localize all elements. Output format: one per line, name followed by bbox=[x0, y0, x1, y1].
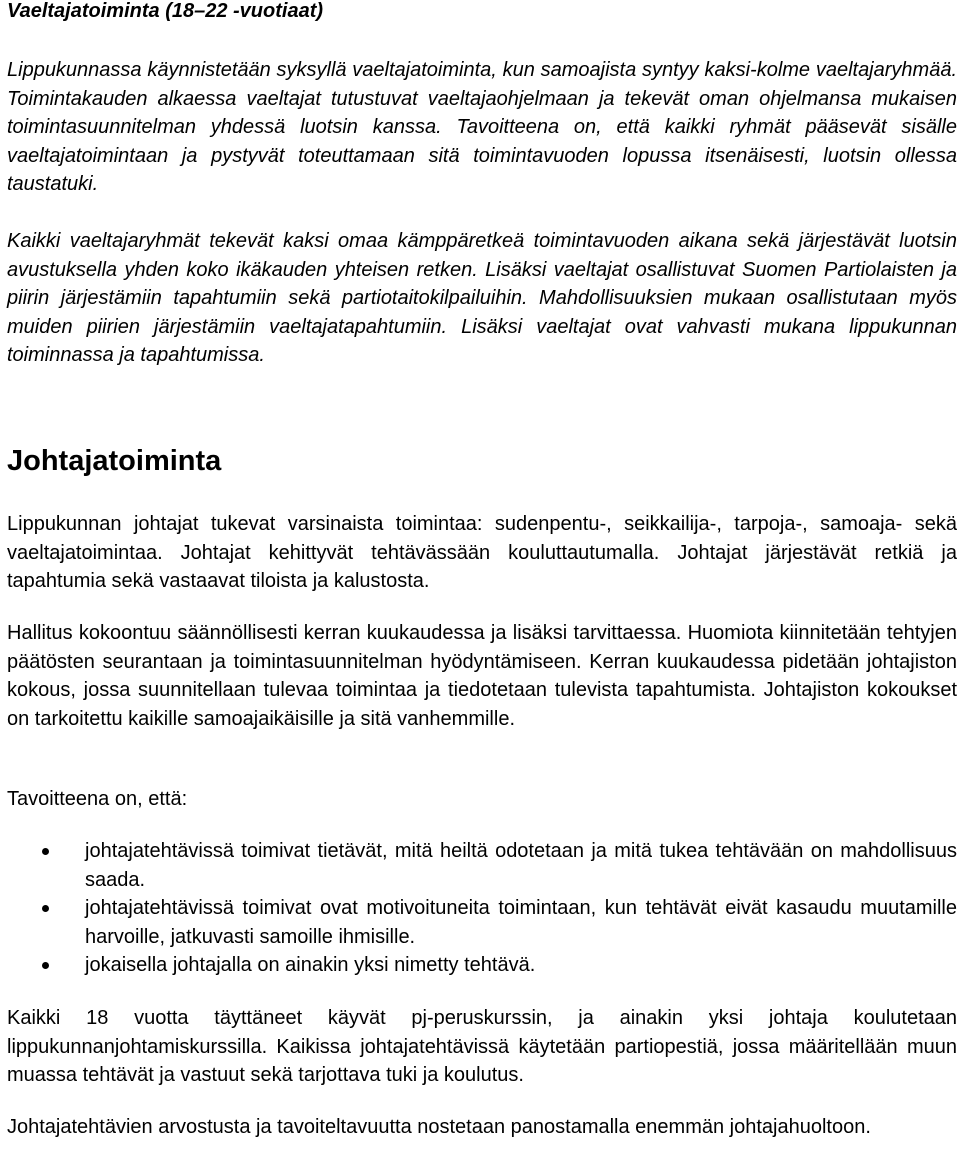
bullet-icon bbox=[42, 905, 49, 912]
paragraph-goals-intro: Tavoitteena on, että: bbox=[7, 788, 188, 810]
paragraph-johtajat-support: Lippukunnan johtajat tukevat varsinaista toimintaa: sudenpentu-, seikkailija-, tarpoja-, samoaja- sekä vaeltajatoimintaa. Johtajat kehittyvät tehtävässään kouluttautumalla. Johtajat järjestävät retkiä ja tapahtumia sekä vastaavat tiloista ja kalustosta. bbox=[7, 513, 957, 592]
bullet-icon bbox=[42, 848, 49, 855]
list-item bbox=[7, 837, 957, 894]
list-item bbox=[7, 951, 957, 980]
paragraph-hallitus: Hallitus kokoontuu säännöllisesti kerran kuukaudessa ja lisäksi tarvittaessa. Huomiota kiinnitetään tehtyjen päätösten seurantaan ja toimintasuunnitelman hyödyntämiseen. Kerran kuukaudessa pidetään johtajiston kokous, jossa suunnitellaan tulevaa toimintaa ja tiedotetaan tulevista tapahtumista. Johtajiston kokoukset on tarkoitettu kaikille samoajaikäisille ja sitä vanhemmille. bbox=[7, 622, 957, 730]
goal-text: johtajatehtävissä toimivat ovat motivoituneita toimintaan, kun tehtävät eivät kasaudu muutamille harvoille, jatkuvasti samoille ihmisille. bbox=[85, 897, 957, 948]
goal-text: johtajatehtävissä toimivat tietävät, mitä heiltä odotetaan ja mitä tukea tehtävään on mahdollisuus saada. bbox=[85, 840, 957, 891]
section-title-vaeltajatoiminta: Vaeltajatoiminta (18–22 -vuotiaat) bbox=[7, 0, 324, 22]
paragraph-johtajahuolto: Johtajatehtävien arvostusta ja tavoiteltavuutta nostetaan panostamalla enemmän johtajahuoltoon. bbox=[7, 1116, 871, 1138]
list-item bbox=[7, 894, 957, 951]
goals-list bbox=[7, 837, 957, 980]
section-heading-johtajatoiminta: Johtajatoiminta bbox=[7, 445, 222, 477]
paragraph-vaeltaja-activities: Kaikki vaeltajaryhmät tekevät kaksi omaa kämppäretkeä toimintavuoden aikana sekä järjestävät luotsin avustuksella yhden koko ikäkauden yhteisen retken. Lisäksi vaeltajat osallistuvat Suomen Partiolaisten ja piirin järjestämiin tapahtumiin sekä partiotaitokilpailuihin. Mahdollisuuksien mukaan osallistutaan myös muiden piirien järjestämiin vaeltajatapahtumiin. Lisäksi vaeltajat ovat vahvasti mukana lippukunnan toiminnassa ja tapahtumissa. bbox=[7, 230, 957, 366]
goal-text: jokaisella johtajalla on ainakin yksi nimetty tehtävä. bbox=[85, 954, 536, 976]
paragraph-courses: Kaikki 18 vuotta täyttäneet käyvät pj-peruskurssin, ja ainakin yksi johtaja koulutetaan lippukunnanjohtamiskurssilla. Kaikissa johtajatehtävissä käytetään partiopestiä, jossa määritellään muun muassa tehtävät ja vastuut sekä tarjottava tuki ja koulutus. bbox=[7, 1007, 957, 1086]
paragraph-vaeltaja-intro: Lippukunnassa käynnistetään syksyllä vaeltajatoiminta, kun samoajista syntyy kaksi-kolme vaeltajaryhmää. Toimintakauden alkaessa vaeltajat tutustuvat vaeltajaohjelmaan ja tekevät oman ohjelmansa mukaisen toimintasuunnitelman yhdessä luotsin kanssa. Tavoitteena on, että kaikki ryhmät pääsevät sisälle vaeltajatoimintaan ja pystyvät toteuttamaan sitä toimintavuoden lopussa itsenäisesti, luotsin ollessa taustatuki. bbox=[7, 59, 957, 195]
bullet-icon bbox=[42, 962, 49, 969]
